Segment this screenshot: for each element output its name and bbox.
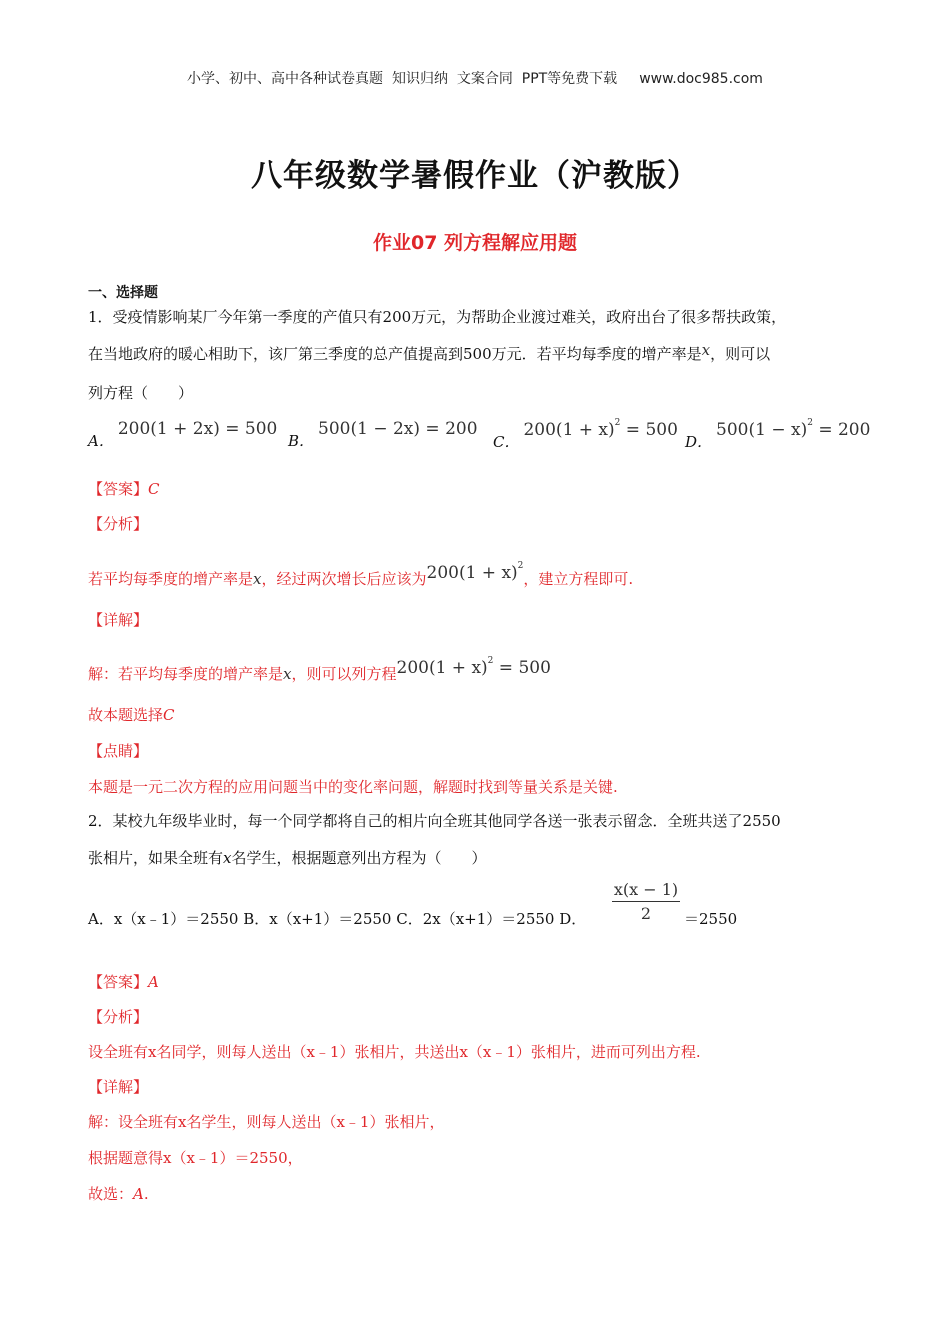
assignment-subtitle: 作业07 列方程解应用题 xyxy=(372,232,578,254)
q1-conclusion: 故本题选择C xyxy=(88,706,175,724)
q1-option-b: B．500(1 − 2x) = 200 xyxy=(288,419,478,450)
q2-detail-line3: 故选：A. xyxy=(88,1185,149,1203)
q1-comment: 本题是一元二次方程的应用问题当中的变化率问题，解题时找到等量关系是关键. xyxy=(88,778,618,796)
q1-analysis-tag: 【分析】 xyxy=(88,515,149,533)
header-text: 小学、初中、高中各种试卷真题 知识归纳 文案合同 PPT等免费下载 xyxy=(187,71,618,87)
q2-line2: 张相片，如果全班有x名学生，根据题意列出方程为（ ） xyxy=(88,849,487,867)
q1-option-c: C．$200(1 + x)^2 = 500$ xyxy=(493,418,678,451)
header-url[interactable]: www.doc985.com xyxy=(639,71,763,87)
q1-line3: 列方程（ ） xyxy=(88,384,194,402)
q2-option-d-fraction: $\frac{x(x - 1)}{2}$ xyxy=(613,880,679,923)
page-title: 八年级数学暑假作业（沪教版） xyxy=(251,158,699,194)
q1-comment-tag: 【点睛】 xyxy=(88,742,149,760)
q2-analysis-tag: 【分析】 xyxy=(88,1008,149,1026)
q2-line1: 2．某校九年级毕业时，每一个同学都将自己的相片向全班其他同学各送一张表示留念．全班共送了2550 xyxy=(88,812,781,830)
q1-line1: 1．受疫情影响某厂今年第一季度的产值只有200万元，为帮助企业渡过难关，政府出台了很多帮扶政策， xyxy=(88,308,787,326)
q1-option-a: A．200(1 + 2x) = 500 xyxy=(88,419,278,450)
q1-analysis: 若平均每季度的增产率是x，经过两次增长后应该为$200(1 + x)^2$，建立方程即可. xyxy=(88,561,634,588)
q1-line2: 在当地政府的暖心相助下，该厂第三季度的总产值提高到500万元．若平均每季度的增产率是x，则可以 xyxy=(88,341,771,363)
q2-detail-line1: 解：设全班有x名学生，则每人送出（x﹣1）张相片， xyxy=(88,1113,445,1131)
q1-option-d: D．$500(1 - x)^2 = 200$ xyxy=(685,418,871,451)
page-header xyxy=(0,68,950,88)
q1-detail: 解：若平均每季度的增产率是x，则可以列方程$200(1 + x)^2 = 500$ xyxy=(88,656,551,683)
q2-answer: 【答案】A xyxy=(88,973,159,991)
q2-detail-line2: 根据题意得x（x﹣1）＝2550， xyxy=(88,1149,303,1167)
q1-answer: 【答案】C xyxy=(88,480,160,498)
q2-detail-tag: 【详解】 xyxy=(88,1078,149,1096)
section-heading: 一、选择题 xyxy=(88,285,158,301)
variable-x: x xyxy=(701,341,711,359)
q2-analysis: 设全班有x名同学，则每人送出（x﹣1）张相片，共送出x（x﹣1）张相片，进而可列出方程. xyxy=(88,1043,701,1061)
q1-detail-tag: 【详解】 xyxy=(88,611,149,629)
q2-options: A．x（x﹣1）＝2550 B．x（x+1）＝2550 C．2x（x+1）＝2550 D． xyxy=(88,910,587,928)
q2-option-d-rhs: ＝2550 xyxy=(684,910,738,928)
